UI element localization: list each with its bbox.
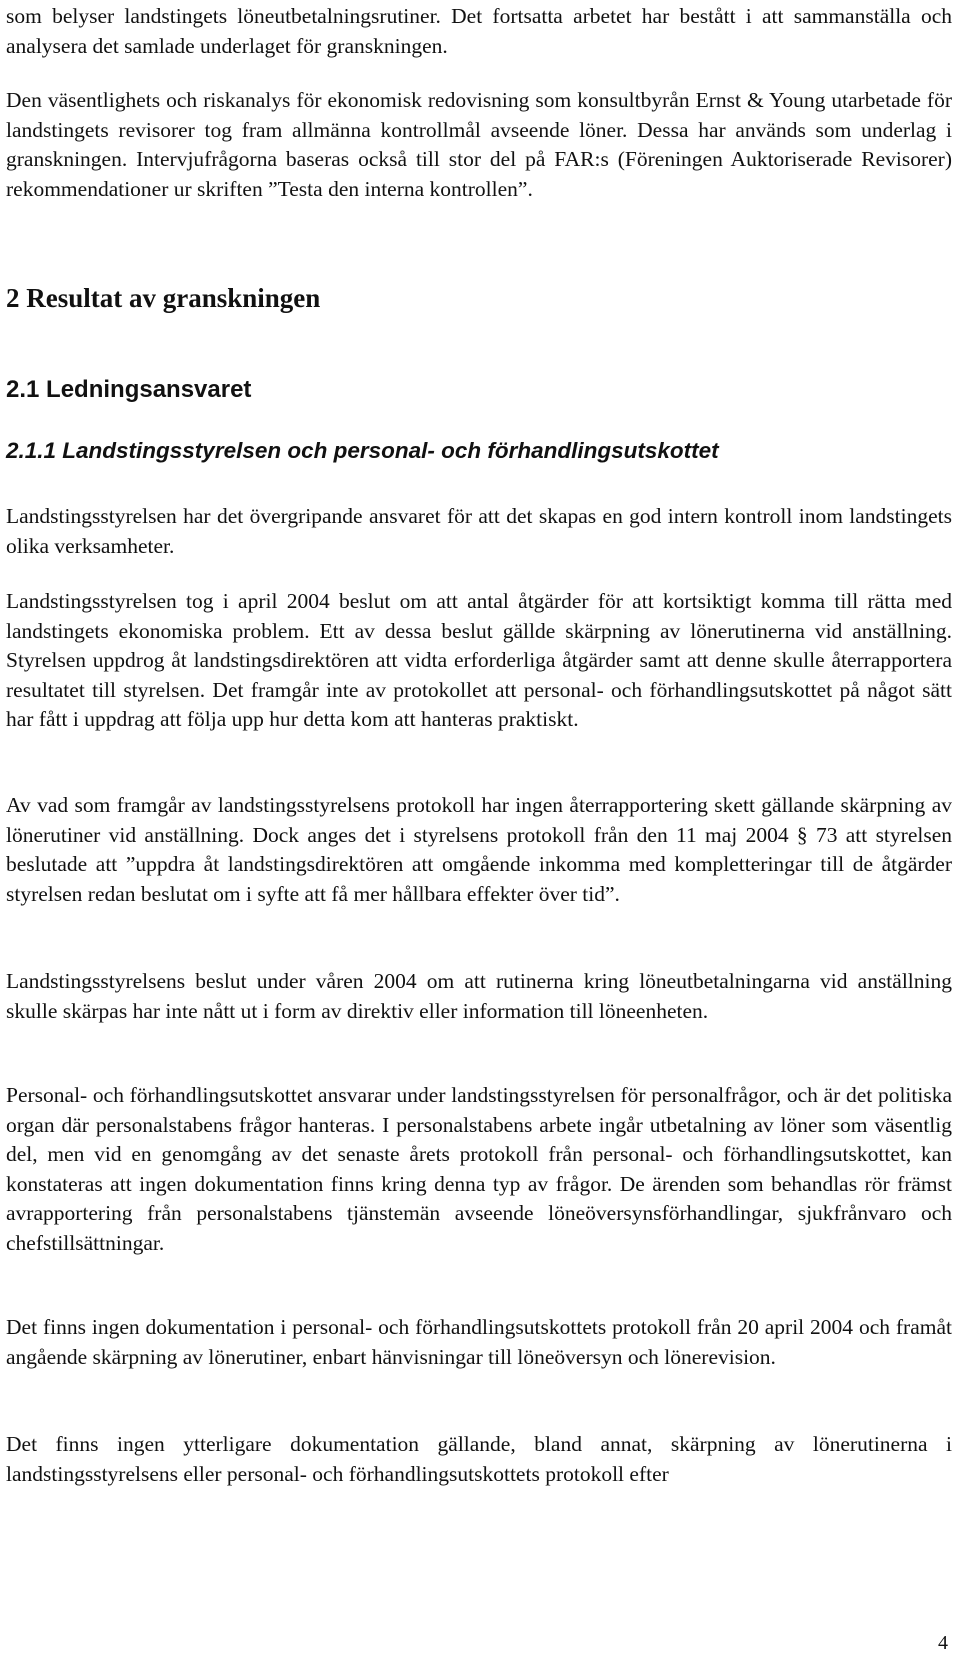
paragraph-intro-continued: som belyser landstingets löneutbetalningsrutiner. Det fortsatta arbetet har bestått i att sammanställa och analysera det samlade underlaget för granskningen.	[6, 4, 952, 58]
paragraph-board-decision-april: Landstingsstyrelsen tog i april 2004 beslut om att antal åtgärder för att kortsiktigt komma till rätta med landstingets ekonomiska problem. Ett av dessa beslut gällde skärpning av lönerutinerna vid anställning. Styrelsen uppdrog åt landstingsdirektören att vidta erforderliga åtgärder samt att denne skulle återrapportera resultatet till styrelsen. Det framgår inte av protokollet att personal- och förhandlingsutskottet på något sätt har fått i uppdrag att följa upp hur detta kom att hanteras praktiskt.	[6, 589, 952, 732]
paragraph-personnel-committee: Personal- och förhandlingsutskottet ansvarar under landstingsstyrelsen för personalfrågor, och är det politiska organ där personalstabens frågor hanteras. I personalstabens arbete ingår utbetalning av löner som väsentlig del, men vid en genomgång av det senaste årets protokoll från personal- och förhandlingsutskottet, kan konstateras att ingen dokumentation finns kring denna typ av frågor. De ärenden som behandlas rör främst avrapportering från personalstabens tjänstemän avseende löneöversynsförhandlingar, sjukfrånvaro och chefstillsättningar.	[6, 1083, 952, 1255]
paragraph-board-responsibility: Landstingsstyrelsen har det övergripande ansvaret för att det skapas en god intern kontroll inom landstingets olika verksamheter.	[6, 504, 952, 558]
paragraph-decision-not-reached: Landstingsstyrelsens beslut under våren 2004 om att rutinerna kring löneutbetalningarna vid anställning skulle skärpas har inte nått ut i form av direktiv eller information till löneenheten.	[6, 969, 952, 1023]
section-heading-results: 2 Resultat av granskningen	[6, 283, 321, 313]
paragraph-no-reporting: Av vad som framgår av landstingsstyrelsens protokoll har ingen återrapportering skett gällande skärpning av lönerutiner vid anställning. Dock anges det i styrelsens protokoll från den 11 maj 2004 § 73 att styrelsen beslutade att ”uppdra åt landstingsdirektören att omgående inkomma med kompletteringar till de åtgärder styrelsen redan beslutat om i syfte att få mer hållbara effekter över tid”.	[6, 793, 952, 906]
paragraph-no-documentation: Det finns ingen dokumentation i personal- och förhandlingsutskottets protokoll från 20 april 2004 och framåt angående skärpning av lönerutiner, enbart hänvisningar till löneöversyn och lönerevision.	[6, 1315, 952, 1369]
paragraph-risk-analysis: Den väsentlighets och riskanalys för ekonomisk redovisning som konsultbyrån Ernst & Young utarbetade för landstingets revisorer tog fram allmänna kontrollmål avseende löner. Dessa har används som underlag i granskningen. Intervjufrågorna baseras också till stor del på FAR:s (Föreningen Auktoriserade Revisorer) rekommendationer ur skriften ”Testa den interna kontrollen”.	[6, 88, 952, 201]
paragraph-no-further-documentation: Det finns ingen ytterligare dokumentation gällande, bland annat, skärpning av lönerutinerna i landstingsstyrelsens eller personal- och förhandlingsutskottets protokoll efter	[6, 1432, 952, 1486]
page-number: 4	[938, 1632, 948, 1654]
subsubsection-heading-board: 2.1.1 Landstingsstyrelsen och personal- och förhandlingsutskottet	[6, 438, 719, 463]
subsection-heading-management: 2.1 Ledningsansvaret	[6, 376, 252, 403]
